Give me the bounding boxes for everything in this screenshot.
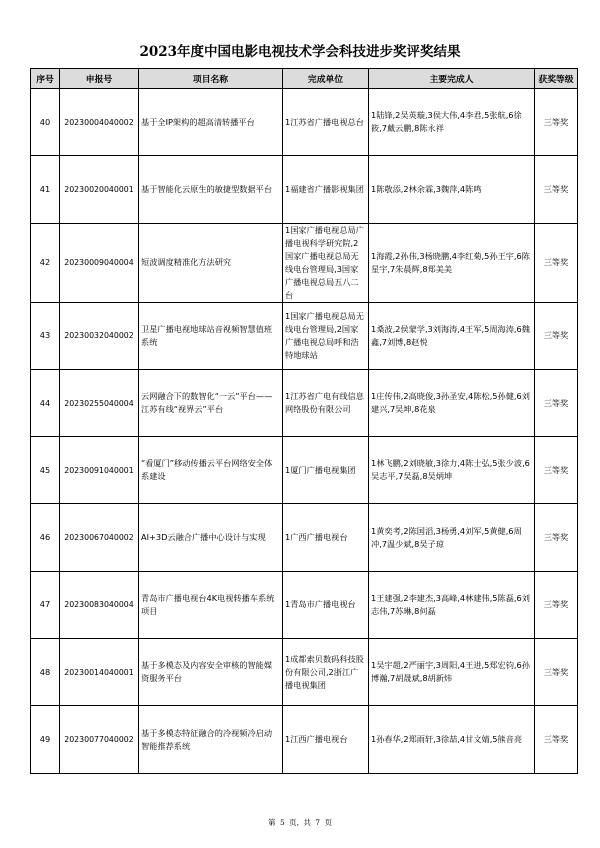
cell-people: 1庄传伟,2高晓俊,3孙圣安,4陈松,5孙健,6刘建兴,7吴坤,8花泉 <box>369 369 535 436</box>
cell-seq: 46 <box>31 504 60 571</box>
cell-seq: 42 <box>31 223 60 302</box>
footer-page-unit: 页, <box>289 818 299 827</box>
cell-project-name: 青岛市广播电视台4K电视转播车系统项目 <box>139 571 283 638</box>
cell-level: 三等奖 <box>535 223 578 302</box>
cell-level: 三等奖 <box>535 639 578 706</box>
cell-seq: 44 <box>31 369 60 436</box>
cell-application-no: 20230083040004 <box>60 571 139 638</box>
cell-unit: 1厦门广播电视集团 <box>283 437 369 504</box>
cell-project-name: 基于智能化云原生的敏捷型数据平台 <box>139 156 283 223</box>
cell-people: 1林飞鹏,2刘晓敏,3徐力,4陈士弘,5张少波,6吴志平,7吴磊,8吴炳坤 <box>369 437 535 504</box>
cell-level: 三等奖 <box>535 302 578 369</box>
cell-application-no: 20230009040004 <box>60 223 139 302</box>
table-row <box>31 571 578 638</box>
cell-project-name: AI+3D云融合广播中心设计与实现 <box>139 504 283 571</box>
cell-project-name: 基于多模态特征融合的冷视频冷启动智能推荐系统 <box>139 706 283 773</box>
header-unit: 完成单位 <box>283 69 369 89</box>
page-title: 2023年度中国电影电视技术学会科技进步奖评奖结果 <box>139 44 461 60</box>
cell-people: 1黄奕考,2陈国滔,3杨勇,4刘军,5黄健,6周冲,7温少斌,8吴子琼 <box>369 504 535 571</box>
cell-project-name: “看厦门”移动传播云平台网络安全体系建设 <box>139 437 283 504</box>
cell-seq: 48 <box>31 639 60 706</box>
cell-project-name: 基于全IP架构的超高清转播平台 <box>139 89 283 156</box>
cell-people: 1吴宇超,2严丽宇,3周阳,4王进,5郑宏钧,6孙博瀚,7胡晟斌,8胡新炜 <box>369 639 535 706</box>
cell-people: 1孙春华,2郑雨轩,3徐喆,4甘文婧,5熊音亮 <box>369 706 535 773</box>
table-row <box>31 156 578 223</box>
cell-unit: 1广西广播电视台 <box>283 504 369 571</box>
table-row <box>31 437 578 504</box>
cell-application-no: 20230067040002 <box>60 504 139 571</box>
cell-project-name: 云网融合下的数智化“一云”平台——江苏有线“视界云”平台 <box>139 369 283 436</box>
footer-page-label: 第 <box>268 818 276 827</box>
footer-total-label: 共 <box>303 818 311 827</box>
table-header-row <box>31 69 578 89</box>
cell-unit: 1江苏省广播电视总台 <box>283 89 369 156</box>
page-footer <box>0 817 600 828</box>
cell-project-name: 基于多模态及内容安全审核的智能媒资服务平台 <box>139 639 283 706</box>
cell-application-no: 20230032040002 <box>60 302 139 369</box>
cell-people: 1陈敬添,2林余霖,3魏萍,4陈鸣 <box>369 156 535 223</box>
cell-level: 三等奖 <box>535 156 578 223</box>
cell-seq: 47 <box>31 571 60 638</box>
cell-people: 1海霞,2孙伟,3杨晓鹏,4李红菊,5孙王宇,6陈星宇,7朱晨辉,8郑美美 <box>369 223 535 302</box>
header-project-name: 项目名称 <box>139 69 283 89</box>
cell-unit: 1江西广播电视台 <box>283 706 369 773</box>
cell-seq: 43 <box>31 302 60 369</box>
footer-page-total: 7 <box>315 818 321 827</box>
cell-project-name: 卫星广播电视地球站音视频智慧值班系统 <box>139 302 283 369</box>
cell-seq: 45 <box>31 437 60 504</box>
cell-level: 三等奖 <box>535 89 578 156</box>
cell-unit: 1福建省广播影视集团 <box>283 156 369 223</box>
cell-application-no: 20230091040001 <box>60 437 139 504</box>
footer-page-current: 5 <box>279 818 285 827</box>
table-row <box>31 504 578 571</box>
cell-unit: 1江苏省广电有线信息网络股份有限公司 <box>283 369 369 436</box>
header-level: 获奖等级 <box>535 69 578 89</box>
cell-unit: 1国家广播电视总局无线电台管理局,2国家广播电视总局呼和浩特地球站 <box>283 302 369 369</box>
cell-application-no: 20230077040002 <box>60 706 139 773</box>
cell-project-name: 短波调度精准化方法研究 <box>139 223 283 302</box>
cell-application-no: 20230255040004 <box>60 369 139 436</box>
cell-seq: 41 <box>31 156 60 223</box>
header-application-no: 申报号 <box>60 69 139 89</box>
cell-seq: 49 <box>31 706 60 773</box>
cell-level: 三等奖 <box>535 437 578 504</box>
awards-table <box>30 68 578 774</box>
cell-level: 三等奖 <box>535 504 578 571</box>
table-row <box>31 89 578 156</box>
cell-application-no: 20230014040001 <box>60 639 139 706</box>
table-row <box>31 369 578 436</box>
footer-total-unit: 页 <box>324 818 332 827</box>
cell-level: 三等奖 <box>535 706 578 773</box>
cell-level: 三等奖 <box>535 369 578 436</box>
cell-application-no: 20230020040001 <box>60 156 139 223</box>
cell-level: 三等奖 <box>535 571 578 638</box>
header-seq: 序号 <box>31 69 60 89</box>
cell-application-no: 20230004040002 <box>60 89 139 156</box>
table-row <box>31 223 578 302</box>
cell-unit: 1成都索贝数码科技股份有限公司,2浙江广播电视集团 <box>283 639 369 706</box>
cell-unit: 1国家广播电视总局广播电视科学研究院,2国家广播电视总局无线电台管理局,3国家广播电视总局五八二台 <box>283 223 369 302</box>
cell-unit: 1青岛市广播电视台 <box>283 571 369 638</box>
cell-people: 1桑波,2侯蒙学,3刘海涛,4王军,5周海涛,6魏鑫,7刘博,8赵悦 <box>369 302 535 369</box>
cell-seq: 40 <box>31 89 60 156</box>
table-row <box>31 706 578 773</box>
table-row <box>31 302 578 369</box>
cell-people: 1王建强,2李建杰,3高峰,4林建伟,5陈磊,6刘志伟,7苏琳,8何磊 <box>369 571 535 638</box>
cell-people: 1陆锋,2吴英璇,3侯大伟,4李君,5张航,6徐筱,7戴云鹏,8陈永祥 <box>369 89 535 156</box>
table-row <box>31 639 578 706</box>
header-people: 主要完成人 <box>369 69 535 89</box>
